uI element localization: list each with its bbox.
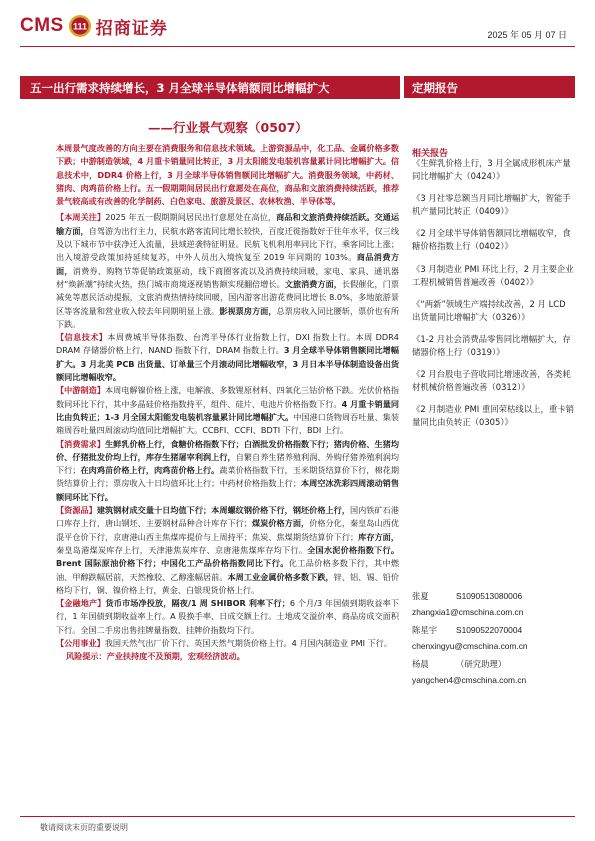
section-text: 2025 年五一假期期间居民出行意愿处在高位， xyxy=(105,212,277,223)
section-text: 蔬菜价格指数下行，玉米期货结算价下行，棉花期货结算价上行；票房收入十日均值环比上行；中药材价格指数上行； xyxy=(56,465,399,489)
section-text: 货币市场净投放，隔夜/1 周 SHIBOR 利率下行； xyxy=(105,598,290,609)
related-report-link[interactable]: 《“两新”领域生产端持续改善，2 月 LCD 出货量同比增幅扩大（0326）》 xyxy=(412,298,566,322)
section-text: 秦皇岛港煤炭库存上行，天津港焦炭库存、京唐港焦煤库存均下行。 xyxy=(56,544,308,555)
related-reports-title: 相关报告 xyxy=(412,149,449,159)
section-paragraph xyxy=(56,384,399,437)
section-text: 生鲜乳价格上行，食糖价格指数下行；白酒批发价格指数下行；猪肉价格、生猪均价、仔猪批发价均上行，库存生猪屠宰利润上行， xyxy=(56,438,399,462)
title-underline xyxy=(20,98,400,99)
section-paragraph xyxy=(56,438,399,504)
analyst-name: 陈星宇 xyxy=(412,625,438,635)
section-tag: 【信息技术】 xyxy=(56,332,108,343)
section-tag: 【金融地产】 xyxy=(56,598,106,609)
section-text: 本周工业金属价格多数下跌， xyxy=(227,571,334,582)
logo-cms-text: CMS xyxy=(20,15,64,36)
footer-divider xyxy=(20,816,575,817)
section-text: 本周费城半导体指数、台湾半导体行业指数上行，DXI 指数上行。本周 DDR4 DRAM 存储器价格上行，NAND 指数下行，DRAM 指数上行。 xyxy=(56,332,399,356)
related-report-link[interactable]: 《2 月台股电子营收同比增速改善，各类耗材机械价格普遍改善（0312）》 xyxy=(412,369,571,393)
related-report-link[interactable]: 《1-2 月社会消费品零售同比增幅扩大，存储器价格上行（0319）》 xyxy=(412,333,571,358)
section-text: 自繁自养生猪养殖利润、外购仔猪养殖利润均下行； xyxy=(56,451,399,476)
section-text: 商品消费方面， xyxy=(56,252,399,276)
section-text: 6 个月/3 年国债到期收益率下行，1 年国债到期收益率上行。A 股换手率、日成交额上行。土地成交溢价率、商品房成交面积下行。全国二手房出售挂牌量指数、挂牌价指数均下行。 xyxy=(56,598,399,635)
analyst-note: （研究助理） xyxy=(456,659,507,669)
section-text: 总票房收入同比腰斩，票价也有所下跌。 xyxy=(56,305,399,329)
section-text: 锌、铝、锡、铅价格均下行，铜、镍价格上行，黄金、白银现货价格上行。 xyxy=(56,571,399,595)
report-body xyxy=(56,142,399,664)
brand-logo xyxy=(20,12,168,40)
logo-badge-text: 111 xyxy=(72,21,87,32)
header-divider xyxy=(20,46,575,47)
report-title: 五一出行需求持续增长，3 月全球半导体销额同比增幅扩大 xyxy=(30,81,330,95)
section-text: 自驾游为出行主力，民航水路客流同比增长较快，百度迁徙指数好于往年水平，仅三线及以下城市节中获净迁入流量，县域逆袭特征明显。民航飞机利用率同比下行，乘客同比上涨；出入境游受政策加持延续复苏，中外人员出入境恢复至 2019 年同期的 103%。 xyxy=(56,225,399,263)
report-type: 定期报告 xyxy=(412,81,458,95)
section-text: 在肉鸡苗价格上行，肉鸡苗价格上行。 xyxy=(80,465,220,476)
section-text: 中国港口货物周吞吐量、集装箱周吞吐量四周滚动均值同比增幅扩大。CCBFI、CCFI、BDTI 下行，BDI 上行。 xyxy=(56,411,399,436)
section-tag: 【资源品】 xyxy=(56,505,97,516)
section-text: 建筑钢材成交量十日均值下行；本周螺纹钢价格下行，钢坯价格上行， xyxy=(96,505,351,516)
analyst-2 xyxy=(412,624,582,636)
analyst-3 xyxy=(412,658,582,670)
analyst-2-email[interactable]: chenxingyu@cmschina.com.cn xyxy=(412,641,528,651)
section-text: 商品和文旅消费持续活跃。交通运输方面， xyxy=(56,212,399,236)
related-report-link[interactable]: 《3 月制造业 PMI 环比上行，2 月主要企业工程机械销售普遍改善（0402）》 xyxy=(412,263,574,287)
analyst-name: 杨晨 xyxy=(412,659,429,669)
related-report-link[interactable]: 《生鲜乳价格上行，3 月全属成形机床产量同比增幅扩大（0424）》 xyxy=(412,158,571,182)
section-text: 消费券、购物节等促销政策驱动，线下商圈客流以及消费持续回暖，家电、家具、通讯器材“焕新潮”持续火热，热门城市商境逐视销售额实现翻倍增长。 xyxy=(56,265,399,289)
section-text: 国内铁矿石港口库存上行，唐山钢坯、主要钢材品种合计库存下行； xyxy=(56,505,399,529)
analyst-cert: S1090513080006 xyxy=(456,591,523,601)
section-paragraph xyxy=(56,331,399,384)
section-tag: 【消费需求】 xyxy=(56,438,106,449)
section-text: 4 月重卡销量同比由负转正；1-3 月全国太阳能发电装机容量累计同比增幅扩大。 xyxy=(56,398,399,422)
section-tag: 【中游制造】 xyxy=(56,385,106,396)
section-paragraph xyxy=(56,211,399,331)
analyst-1 xyxy=(412,590,582,602)
footer-note: 敬请阅读末页的重要说明 xyxy=(40,823,128,832)
section-text: 3 月全球半导体销售额同比增幅扩大。3 月北美 PCB 出货量、订单量三个月滚动同比增幅收窄，3 月日本半导体制造设备出货额同比增幅收窄。 xyxy=(56,345,399,383)
report-subtitle: ——行业景气观察（0507） xyxy=(148,120,308,135)
section-text: 影视票房方面， xyxy=(219,305,277,316)
analyst-1-email[interactable]: zhangxia1@cmschina.com.cn xyxy=(412,607,524,617)
analyst-3-email[interactable]: yangchen4@cmschina.com.cn xyxy=(412,675,527,685)
logo-badge-icon xyxy=(68,14,92,38)
section-paragraph xyxy=(56,504,399,597)
section-text: 煤炭价格方面， xyxy=(251,518,310,529)
section-text: 价格分化，秦皇岛山西优混平仓价下行，京唐港山西主焦煤库提价与上周持平；焦炭、焦煤期货结算价下行； xyxy=(56,518,399,542)
risk-warning: 风险提示：产业扶持度不及预期，宏观经济波动。 xyxy=(66,651,245,662)
logo-cn-text: 招商证券 xyxy=(95,18,168,39)
section-text: 文旅消费方面， xyxy=(284,278,342,289)
section-tag: 【本周关注】 xyxy=(56,212,106,223)
section-text: 本周电解镍价格上涨，电解液、多数锂原材料、四氧化三钴价格下跌。光伏价格指数同环比下行，其中多晶硅价格指数持平，组件、硅片、电池片价格指数下行。 xyxy=(56,385,399,409)
section-text: 全国水泥价格指数下行。Brent 国际原油价格下行；中国化工产品价格指数同比下行。 xyxy=(56,544,399,569)
analyst-cert: S1090522070004 xyxy=(456,625,523,635)
section-paragraph xyxy=(56,597,399,637)
related-reports-list xyxy=(412,157,575,439)
related-report-link[interactable]: 《2 月全球半导体销售额同比增幅收窄，食糖价格指数上行（0402）》 xyxy=(412,228,571,252)
analyst-name: 张夏 xyxy=(412,591,429,601)
sections-container xyxy=(56,211,399,650)
abstract: 本周景气度改善的方向主要在消费服务和信息技术领域。上游资源品中，化工品、金属价格多数下跌；中游制造领域，4 月重卡销量同比转正，3 月太阳能发电装机容量累计同比增幅扩大。信息技术中，DDR4 价格上行，3 月全球半导体销售额同比增幅扩大。消费服务领域，中药材、猪肉、肉鸡苗价格上行。五一假期期间居民出行意愿处在高位，商品和文旅消费持续活跃，推荐景气较高或有改善的化学制药、白色家电、旅游及景区、农林牧渔、半导体等。 xyxy=(56,143,399,207)
section-paragraph xyxy=(56,637,399,650)
related-report-link[interactable]: 《2 月制造业 PMI 重回荣枯线以上，重卡销量同比由负转正（0305）》 xyxy=(412,404,575,428)
section-text: 我国天然气出厂价下行、英国天然气期货价格上行。4 月国内制造业 PMI 下行。 xyxy=(104,637,392,648)
related-report-link[interactable]: 《3 月社零总额当月同比增幅扩大，智能手机产量同比转正（0409）》 xyxy=(412,193,571,217)
section-text: 本周空冰洗彩四周滚动销售额同环比下行。 xyxy=(56,478,399,502)
section-text: 库存方面， xyxy=(358,531,399,542)
report-date: 2025 年 05 月 07 日 xyxy=(487,30,567,40)
section-text: 化工品价格多数下行，其中燃油、甲醇跌幅居前，天然橡胶、乙醇涨幅居前。 xyxy=(56,558,399,582)
section-tag: 【公用事业】 xyxy=(56,637,105,648)
section-text: 长假催化，门票减免等惠民活动提振，文旅消费热情持续回暖，国内游客出游花费同比增长 8.0%，多地旅游景区等客流量和营业收入较去年同期明显上涨。 xyxy=(56,278,399,316)
